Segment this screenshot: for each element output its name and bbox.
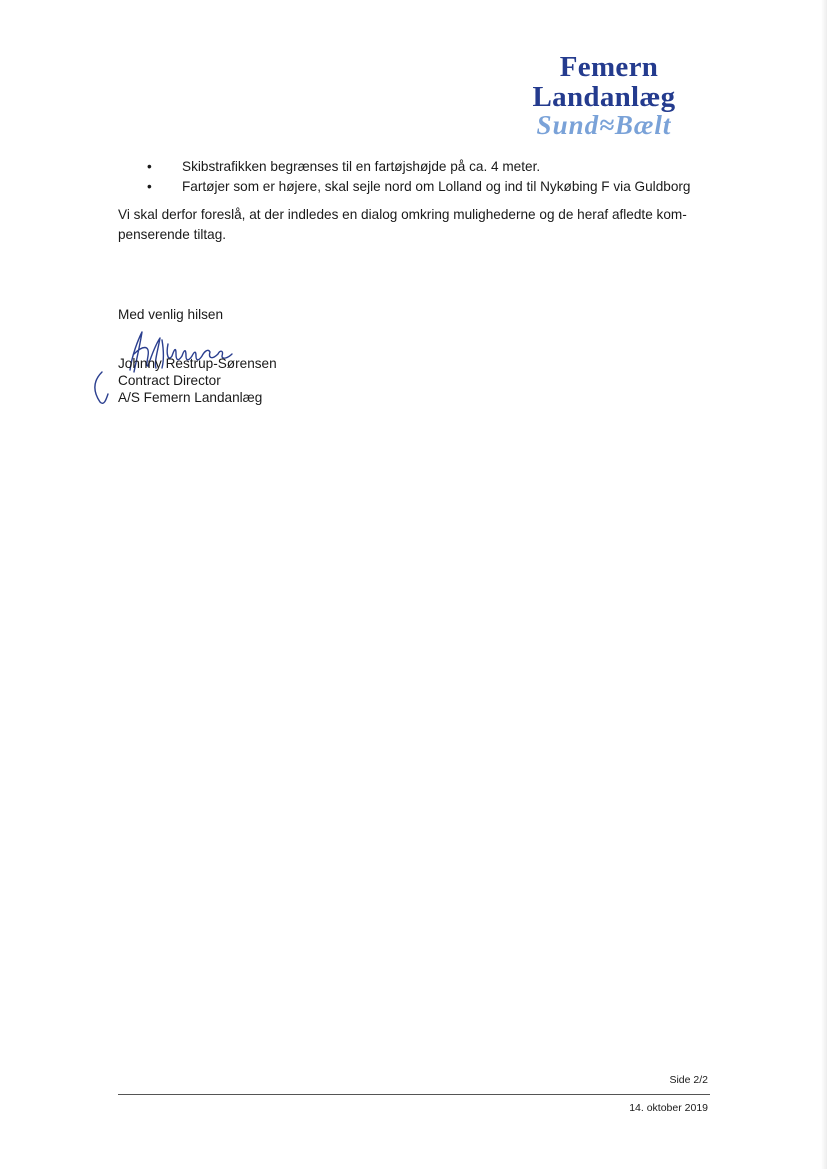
bullet-icon: • (147, 179, 152, 194)
footer-divider (118, 1094, 710, 1095)
logo-text-femern: Femern (559, 51, 659, 83)
bullet-list (118, 157, 690, 197)
closing-greeting: Med venlig hilsen (118, 307, 224, 322)
signature-block (118, 355, 277, 406)
signatory-title: Contract Director (118, 373, 221, 388)
bullet-text: Skibstrafikken begrænses til en fartøjshøjde på ca. 4 meter. (182, 159, 541, 174)
signatory-company: A/S Femern Landanlæg (118, 390, 263, 405)
logo-tagline: Sund≈Bælt (536, 110, 672, 140)
signatory-name: Johnny Restrup-Sørensen (118, 356, 277, 371)
company-logo (494, 52, 714, 138)
body-paragraph: Vi skal derfor foreslå, at der indledes en dialog omkring mulighederne og de heraf afledte kom-penserende tiltag. (118, 207, 687, 242)
bullet-text: Fartøjer som er højere, skal sejle nord om Lolland og ind til Nykøbing F via Guldborg (182, 179, 691, 194)
bullet-icon: • (147, 159, 152, 174)
list-item (118, 177, 690, 197)
document-date: 14. oktober 2019 (629, 1102, 708, 1114)
page-number: Side 2/2 (669, 1074, 708, 1086)
list-item (118, 157, 690, 177)
page-edge (821, 0, 827, 1169)
logo-text-landanlaeg: Landanlæg (532, 81, 676, 113)
